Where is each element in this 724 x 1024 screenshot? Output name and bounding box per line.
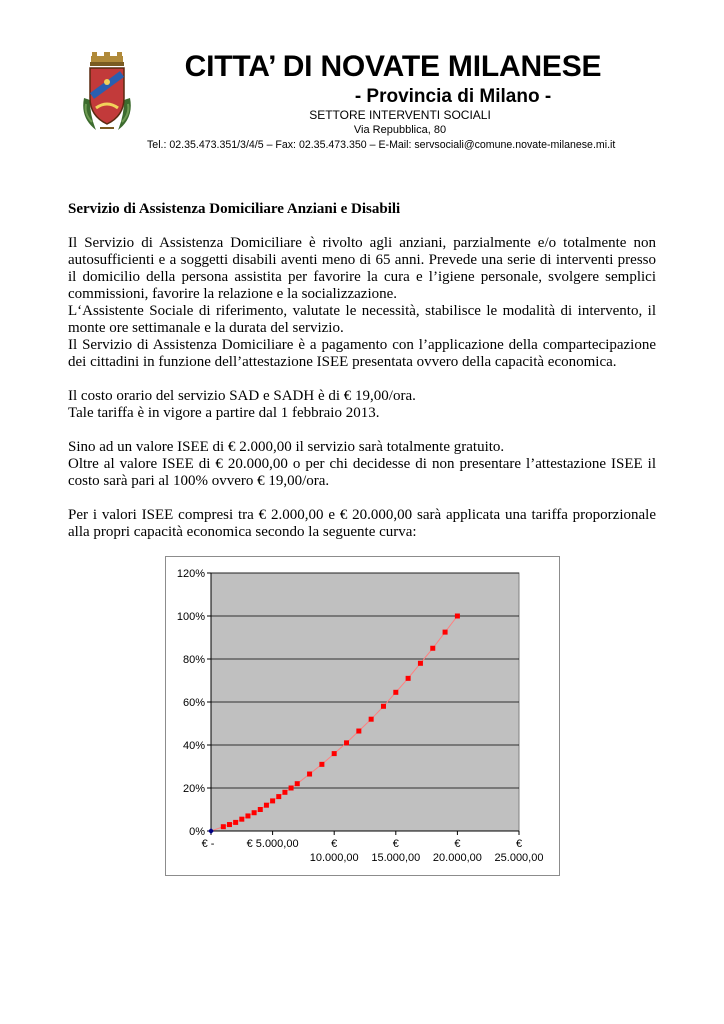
- paragraph-payment: Il Servizio di Assistenza Domiciliare è a pagamento con l’applicazione della compartecipazione dei cittadini in funzione dell’attestazione ISEE presentata ovvero della capacità economica.: [68, 337, 656, 370]
- x-tick-label: 15.000,00: [371, 852, 421, 864]
- paragraph-hourly-cost: Il costo orario del servizio SAD e SADH è di € 19,00/ora.: [68, 388, 416, 404]
- x-tick-label: €: [515, 838, 523, 850]
- y-tick-label: 100%: [176, 611, 205, 623]
- city-name-title: CITTA’ DI NOVATE MILANESE: [184, 50, 602, 83]
- x-tick-label: €: [454, 838, 461, 850]
- province-text: - Provincia di Milano -: [354, 86, 552, 107]
- paragraph-full-cost: Oltre al valore ISEE di € 20.000,00 o per chi decidesse di non presentare l’attestazione ISEE il costo sarà pari al 100% ovvero € 19,00/ora.: [68, 456, 656, 489]
- x-tick-label: 10.000,00: [309, 852, 359, 864]
- data-point: [381, 704, 386, 709]
- y-tick-label: 40%: [182, 740, 205, 752]
- data-point: [295, 781, 300, 786]
- x-tick-label: € 5.000,00: [246, 838, 299, 850]
- province-subtitle: [178, 86, 608, 108]
- data-point: [406, 676, 411, 681]
- data-point: [307, 772, 312, 777]
- data-point: [282, 790, 287, 795]
- x-tick-label: 20.000,00: [432, 852, 482, 864]
- data-point: [418, 661, 423, 666]
- y-tick-label: 80%: [182, 654, 205, 666]
- data-point: [270, 798, 275, 803]
- paragraph-tariff-date: Tale tariffa è in vigore a partire dal 1 febbraio 2013.: [68, 405, 380, 421]
- y-tick-label: 120%: [176, 568, 205, 580]
- data-point: [239, 817, 244, 822]
- y-tick-label: 20%: [182, 783, 205, 795]
- data-point: [258, 807, 263, 812]
- data-point: [245, 813, 250, 818]
- data-point: [319, 762, 324, 767]
- document-body: [68, 201, 656, 541]
- data-point: [233, 820, 238, 825]
- data-point: [356, 729, 361, 734]
- x-tick-label: €: [331, 838, 338, 850]
- contact-line: Tel.: 02.35.473.351/3/4/5 – Fax: 02.35.473.350 – E-Mail: servsociali@comune.novate-milanese.mi.it: [147, 139, 616, 151]
- data-point: [276, 794, 281, 799]
- paragraph-service-description: Il Servizio di Assistenza Domiciliare è rivolto agli anziani, parzialmente e/o totalmente non autosufficienti e a soggetti disabili aventi meno di 65 anni. Prevede una serie di interventi presso il domicilio della persona assistita per favorire la cura e l’igiene personale, svolgere semplici commissioni, favorire la relazione e la socializzazione.: [68, 235, 656, 302]
- data-point: [264, 803, 269, 808]
- paragraph-social-worker: L‘Assistente Sociale di riferimento, valutate le necessità, stabilisce le modalità di intervento, il monte ore settimanale e la durata del servizio.: [68, 303, 656, 336]
- x-tick-label: €: [392, 838, 399, 850]
- y-tick-label: 60%: [182, 697, 205, 709]
- data-point: [443, 630, 448, 635]
- department-name: SETTORE INTERVENTI SOCIALI: [309, 108, 491, 122]
- data-point: [369, 717, 374, 722]
- paragraph-free-threshold: Sino ad un valore ISEE di € 2.000,00 il servizio sarà totalmente gratuito.: [68, 439, 505, 455]
- x-tick-label: € -: [201, 838, 215, 850]
- data-point: [344, 740, 349, 745]
- data-point: [289, 786, 294, 791]
- office-address: Via Repubblica, 80: [353, 124, 447, 136]
- data-point: [221, 824, 226, 829]
- data-point: [332, 751, 337, 756]
- data-point: [430, 646, 435, 651]
- municipal-crest: [78, 52, 136, 136]
- y-tick-label: 0%: [189, 826, 205, 838]
- data-point: [252, 810, 257, 815]
- x-tick-label: 25.000,00: [494, 852, 544, 864]
- section-title: Servizio di Assistenza Domiciliare Anziani e Disabili: [68, 201, 401, 217]
- data-point: [455, 614, 460, 619]
- paragraph-proportional: Per i valori ISEE compresi tra € 2.000,00 e € 20.000,00 sarà applicata una tariffa proporzionale alla propri capacità economica secondo la seguente curva:: [68, 507, 656, 540]
- tariff-curve-svg: [166, 557, 559, 875]
- tariff-curve-chart: [165, 556, 560, 876]
- data-point: [393, 690, 398, 695]
- data-point: [227, 822, 232, 827]
